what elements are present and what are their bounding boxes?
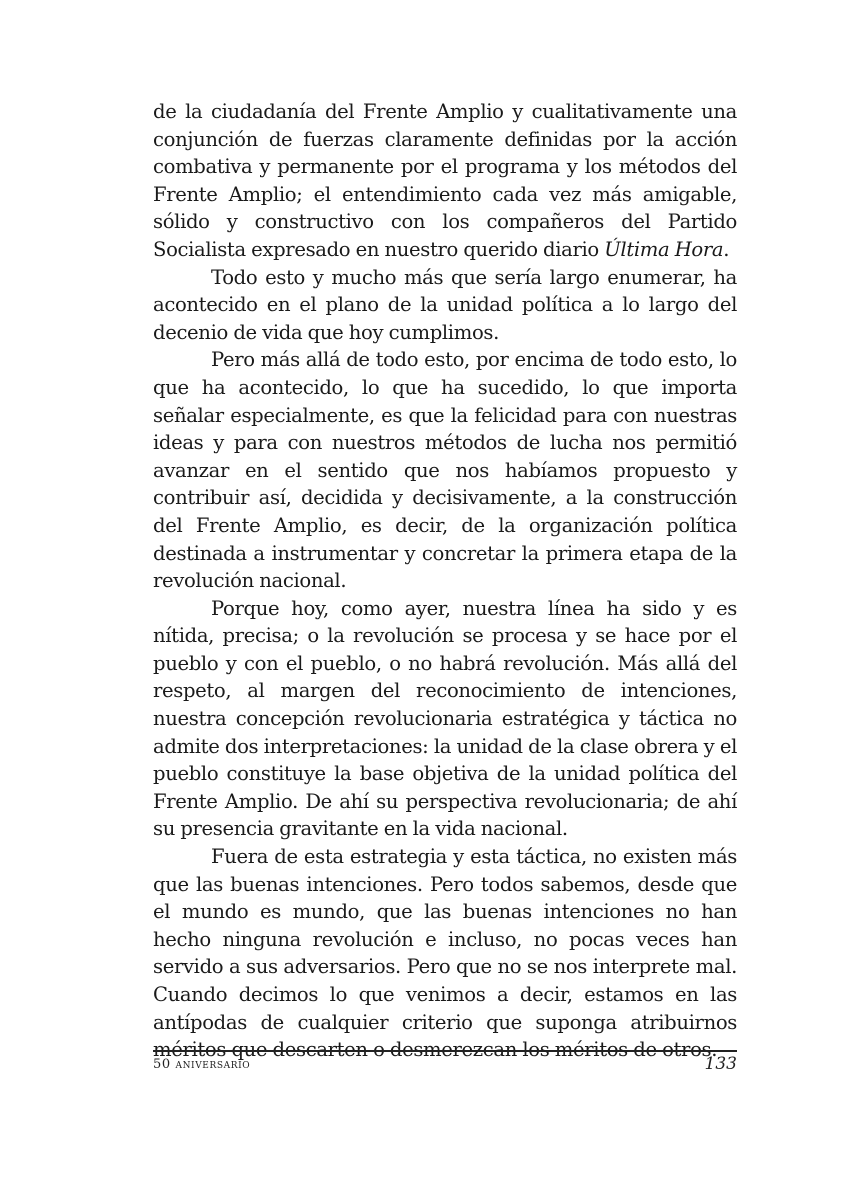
- paragraph-2: Todo esto y mucho más que sería largo enumerar, ha acontecido en el plano de la unidad política a lo largo del decenio de vida que hoy cumplimos.: [153, 265, 737, 344]
- newspaper-title: Última Hora: [604, 237, 724, 261]
- footer-rule: [153, 1050, 737, 1052]
- paragraph-1-end: .: [723, 237, 730, 261]
- paragraph-1: [153, 98, 737, 264]
- paragraph-1-text: de la ciudadanía del Frente Amplio y cualitativamente una conjunción de fuerzas claramente definidas por la acción combativa y permanente por el programa y los métodos del Frente Amplio; el entendimiento cada vez más amigable, sólido y constructivo con los compañeros del Partido Socialista expresado en nuestro querido diario: [153, 100, 737, 261]
- footer-running-title: 50 aniversario: [153, 1057, 251, 1072]
- paragraph-4: Porque hoy, como ayer, nuestra línea ha sido y es nítida, precisa; o la revolución se procesa y se hace por el pueblo y con el pueblo, o no habrá revolución. Más allá del respeto, al margen del reconocimiento de intenciones, nuestra concepción revolucionaria estratégica y táctica no admite dos interpretaciones: la unidad de la clase obrera y el pueblo constituye la base objetiva de la unidad política del Frente Amplio. De ahí su perspectiva revolucionaria; de ahí su presencia gravitante en la vida nacional.: [153, 596, 737, 841]
- paragraph-3: Pero más allá de todo esto, por encima de todo esto, lo que ha acontecido, lo que ha sucedido, lo que importa señalar especialmente, es que la felicidad para con nuestras ideas y para con nuestros métodos de lucha nos permitió avanzar en el sentido que nos habíamos propuesto y contribuir así, decidida y decisivamente, a la construcción del Frente Amplio, es decir, de la organización política destinada a instrumentar y concretar la primera etapa de la revolución nacional.: [153, 348, 737, 593]
- body-text: [153, 98, 737, 1064]
- paragraph-5: Fuera de esta estrategia y esta táctica, no existen más que las buenas intenciones. Pero todos sabemos, desde que el mundo es mundo, que las buenas intenciones no han hecho ninguna revolución e incluso, no pocas veces han servido a sus adversarios. Pero que no se nos interprete mal. Cuando decimos lo que venimos a decir, estamos en las antípodas de cualquier criterio que suponga atribuirnos méritos que descarten o desmerezcan los méritos de otros.: [153, 845, 737, 1062]
- page-number: 133: [704, 1054, 737, 1074]
